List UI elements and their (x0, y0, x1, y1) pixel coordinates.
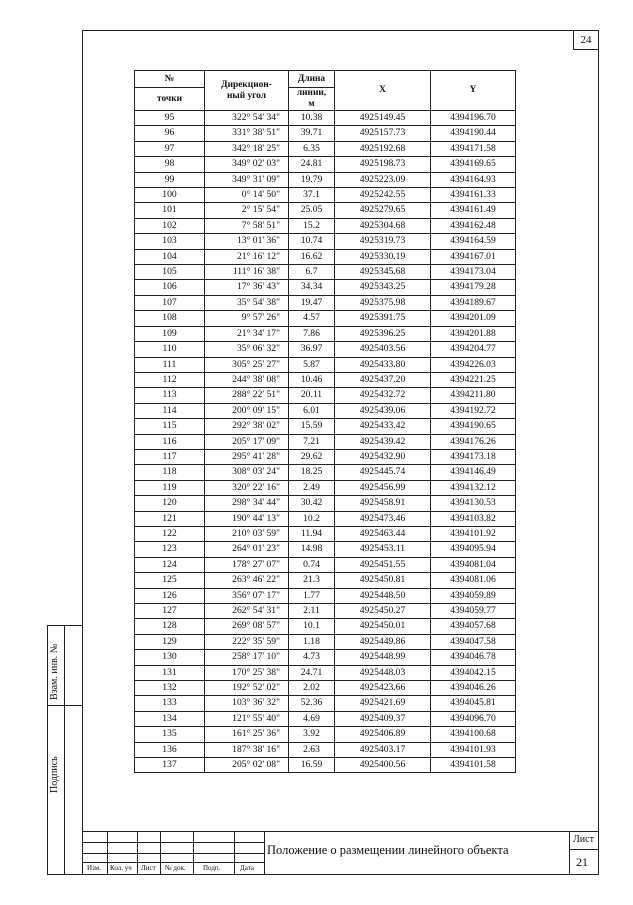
direction-angle-cell: 170° 25' 38" (205, 665, 289, 680)
table-row (135, 234, 516, 249)
point-number-cell: 120 (135, 496, 205, 511)
y-coordinate-cell: 4394047.58 (431, 634, 516, 649)
table-row (135, 742, 516, 757)
point-number-cell: 99 (135, 172, 205, 187)
table-row (135, 542, 516, 557)
x-coordinate-cell: 4925403.56 (335, 342, 431, 357)
y-coordinate-cell: 4394173.04 (431, 265, 516, 280)
line-length-cell: 3.92 (289, 727, 335, 742)
point-number-cell: 97 (135, 141, 205, 156)
direction-angle-cell: 205° 02' 08" (205, 758, 289, 773)
direction-angle-cell: 264° 01' 23" (205, 542, 289, 557)
line-length-cell: 39.71 (289, 126, 335, 141)
y-coordinate-cell: 4394164.93 (431, 172, 516, 187)
table-row (135, 403, 516, 418)
sheet-number: 21 (576, 855, 588, 869)
x-coordinate-cell: 4925448.99 (335, 650, 431, 665)
point-number-cell: 101 (135, 203, 205, 218)
line-length-cell: 2.49 (289, 480, 335, 495)
point-number-cell: 102 (135, 218, 205, 233)
line-length-cell: 24.71 (289, 665, 335, 680)
point-number-cell: 127 (135, 604, 205, 619)
point-number-cell: 95 (135, 111, 205, 126)
table-row (135, 681, 516, 696)
point-number-cell: 119 (135, 480, 205, 495)
point-number-cell: 133 (135, 696, 205, 711)
point-number-cell: 121 (135, 511, 205, 526)
x-coordinate-cell: 4925450.27 (335, 604, 431, 619)
x-coordinate-cell: 4925432.72 (335, 388, 431, 403)
point-number-cell: 108 (135, 311, 205, 326)
x-coordinate-cell: 4925473.46 (335, 511, 431, 526)
table-row (135, 372, 516, 387)
x-coordinate-cell: 4925409.37 (335, 711, 431, 726)
table-row (135, 419, 516, 434)
line-length-cell: 6.01 (289, 403, 335, 418)
direction-angle-cell: 349° 31' 09" (205, 172, 289, 187)
table-row (135, 295, 516, 310)
point-number-cell: 105 (135, 265, 205, 280)
direction-angle-cell: 161° 25' 36" (205, 727, 289, 742)
direction-angle-cell: 21° 34' 17" (205, 326, 289, 341)
x-header: X (335, 71, 431, 111)
x-coordinate-cell: 4925330.19 (335, 249, 431, 264)
x-coordinate-cell: 4925400.56 (335, 758, 431, 773)
point-number-cell: 126 (135, 588, 205, 603)
x-coordinate-cell: 4925157.73 (335, 126, 431, 141)
x-coordinate-cell: 4925453.11 (335, 542, 431, 557)
y-coordinate-cell: 4394190.65 (431, 419, 516, 434)
line-length-cell: 6.35 (289, 141, 335, 156)
point-number-cell: 112 (135, 372, 205, 387)
point-number-cell: 128 (135, 619, 205, 634)
table-row (135, 573, 516, 588)
direction-angle-cell: 288° 22' 51" (205, 388, 289, 403)
document-title: Положение о размещении линейного объекта (267, 843, 509, 857)
y-coordinate-cell: 4394057.68 (431, 619, 516, 634)
x-coordinate-cell: 4925458.91 (335, 496, 431, 511)
direction-angle-header: Дирекцион- ный угол (205, 71, 289, 111)
y-coordinate-cell: 4394190.44 (431, 126, 516, 141)
y-coordinate-cell: 4394100.68 (431, 727, 516, 742)
y-coordinate-cell: 4394130.53 (431, 496, 516, 511)
table-row (135, 557, 516, 572)
point-number-cell: 100 (135, 188, 205, 203)
direction-angle-cell: 331° 38' 51" (205, 126, 289, 141)
line-length-cell: 5.87 (289, 357, 335, 372)
point-number-cell: 131 (135, 665, 205, 680)
direction-angle-cell: 305° 25' 27" (205, 357, 289, 372)
table-row (135, 511, 516, 526)
point-number-cell: 113 (135, 388, 205, 403)
sheet-label: Лист (573, 834, 594, 845)
direction-angle-cell: 205° 17' 09" (205, 434, 289, 449)
point-number-cell: 117 (135, 449, 205, 464)
point-number-cell: 114 (135, 403, 205, 418)
line-length-cell: 7.86 (289, 326, 335, 341)
points-header: точки (135, 88, 205, 111)
line-length-cell: 0.74 (289, 557, 335, 572)
x-coordinate-cell: 4925439.42 (335, 434, 431, 449)
point-number-cell: 118 (135, 465, 205, 480)
y-coordinate-cell: 4394101.93 (431, 742, 516, 757)
point-number-cell: 130 (135, 650, 205, 665)
line-length-cell: 25.05 (289, 203, 335, 218)
point-number-cell: 104 (135, 249, 205, 264)
point-number-cell: 132 (135, 681, 205, 696)
line-length-cell: 19.79 (289, 172, 335, 187)
x-coordinate-cell: 4925450.81 (335, 573, 431, 588)
line-length-cell: 2.02 (289, 681, 335, 696)
x-coordinate-cell: 4925423.66 (335, 681, 431, 696)
y-coordinate-cell: 4394096.70 (431, 711, 516, 726)
table-row (135, 111, 516, 126)
table-row (135, 727, 516, 742)
table-row (135, 126, 516, 141)
direction-angle-cell: 356° 07' 17" (205, 588, 289, 603)
signature-label: Подпись (49, 756, 60, 793)
line-length-cell: 2.11 (289, 604, 335, 619)
length-header-top: Длина (289, 71, 335, 88)
table-row (135, 496, 516, 511)
y-coordinate-cell: 4394101.92 (431, 526, 516, 541)
line-length-cell: 7.21 (289, 434, 335, 449)
col-kol-uch: Кол. уч (110, 864, 132, 872)
table-row (135, 249, 516, 264)
line-length-cell: 6.7 (289, 265, 335, 280)
x-coordinate-cell: 4925433.42 (335, 419, 431, 434)
x-coordinate-cell: 4925406.89 (335, 727, 431, 742)
direction-angle-cell: 17° 36' 43" (205, 280, 289, 295)
y-coordinate-cell: 4394171.58 (431, 141, 516, 156)
y-coordinate-cell: 4394189.67 (431, 295, 516, 310)
direction-angle-cell: 342° 18' 25" (205, 141, 289, 156)
direction-angle-cell: 262° 54' 31" (205, 604, 289, 619)
y-coordinate-cell: 4394161.33 (431, 188, 516, 203)
line-length-cell: 10.74 (289, 234, 335, 249)
table-body (135, 111, 516, 773)
y-coordinate-cell: 4394059.89 (431, 588, 516, 603)
direction-angle-cell: 308° 03' 24" (205, 465, 289, 480)
table-row (135, 357, 516, 372)
line-length-cell: 10.1 (289, 619, 335, 634)
x-coordinate-cell: 4925149.45 (335, 111, 431, 126)
point-number-cell: 110 (135, 342, 205, 357)
y-coordinate-cell: 4394196.70 (431, 111, 516, 126)
line-length-cell: 4.57 (289, 311, 335, 326)
y-coordinate-cell: 4394211.80 (431, 388, 516, 403)
direction-angle-cell: 111° 16' 38" (205, 265, 289, 280)
x-coordinate-cell: 4925396.25 (335, 326, 431, 341)
x-coordinate-cell: 4925403.17 (335, 742, 431, 757)
y-coordinate-cell: 4394173.18 (431, 449, 516, 464)
line-length-cell: 36.97 (289, 342, 335, 357)
title-block (82, 831, 599, 875)
table-row (135, 665, 516, 680)
y-coordinate-cell: 4394201.88 (431, 326, 516, 341)
line-length-cell: 4.69 (289, 711, 335, 726)
y-coordinate-cell: 4394046.26 (431, 681, 516, 696)
y-coordinate-cell: 4394164.59 (431, 234, 516, 249)
x-coordinate-cell: 4925198.73 (335, 157, 431, 172)
direction-angle-cell: 292° 38' 02" (205, 419, 289, 434)
point-number-cell: 129 (135, 634, 205, 649)
point-number-cell: 115 (135, 419, 205, 434)
line-length-cell: 10.46 (289, 372, 335, 387)
y-coordinate-cell: 4394179.28 (431, 280, 516, 295)
y-coordinate-cell: 4394201.09 (431, 311, 516, 326)
point-number-cell: 124 (135, 557, 205, 572)
replace-inventory-label: Взам. инв. № (49, 643, 60, 700)
line-length-cell: 15.59 (289, 419, 335, 434)
table-row (135, 588, 516, 603)
table-row (135, 388, 516, 403)
y-coordinate-cell: 4394167.01 (431, 249, 516, 264)
y-coordinate-cell: 4394192.72 (431, 403, 516, 418)
y-coordinate-cell: 4394176.26 (431, 434, 516, 449)
num-header: № (135, 71, 205, 88)
line-length-cell: 16.62 (289, 249, 335, 264)
line-length-cell: 1.18 (289, 634, 335, 649)
direction-angle-cell: 0° 14' 50" (205, 188, 289, 203)
table-row (135, 449, 516, 464)
line-length-cell: 15.2 (289, 218, 335, 233)
x-coordinate-cell: 4925451.55 (335, 557, 431, 572)
point-number-cell: 111 (135, 357, 205, 372)
table-row (135, 172, 516, 187)
line-length-cell: 18.25 (289, 465, 335, 480)
direction-angle-cell: 21° 16' 12" (205, 249, 289, 264)
point-number-cell: 98 (135, 157, 205, 172)
x-coordinate-cell: 4925279.65 (335, 203, 431, 218)
col-signature: Подп. (203, 864, 221, 872)
direction-angle-cell: 7° 58' 51" (205, 218, 289, 233)
x-coordinate-cell: 4925319.73 (335, 234, 431, 249)
table-row (135, 218, 516, 233)
point-number-cell: 103 (135, 234, 205, 249)
point-number-cell: 96 (135, 126, 205, 141)
x-coordinate-cell: 4925456.99 (335, 480, 431, 495)
col-izm: Изм. (87, 864, 101, 872)
point-number-cell: 107 (135, 295, 205, 310)
direction-angle-cell: 322° 54' 34" (205, 111, 289, 126)
point-number-cell: 116 (135, 434, 205, 449)
direction-angle-cell: 35° 06' 32" (205, 342, 289, 357)
direction-angle-cell: 263° 46' 22" (205, 573, 289, 588)
table-row (135, 265, 516, 280)
y-coordinate-cell: 4394161.49 (431, 203, 516, 218)
direction-angle-cell: 258° 17' 10" (205, 650, 289, 665)
line-length-cell: 29.62 (289, 449, 335, 464)
line-length-cell: 4.73 (289, 650, 335, 665)
y-coordinate-cell: 4394081.04 (431, 557, 516, 572)
point-number-cell: 125 (135, 573, 205, 588)
x-coordinate-cell: 4925192.68 (335, 141, 431, 156)
y-coordinate-cell: 4394081.06 (431, 573, 516, 588)
x-coordinate-cell: 4925445.74 (335, 465, 431, 480)
point-number-cell: 122 (135, 526, 205, 541)
y-coordinate-cell: 4394226.03 (431, 357, 516, 372)
direction-angle-cell: 103° 36' 32" (205, 696, 289, 711)
y-header: Y (431, 71, 516, 111)
line-length-cell: 16.59 (289, 758, 335, 773)
direction-angle-cell: 187° 38' 16" (205, 742, 289, 757)
point-number-cell: 136 (135, 742, 205, 757)
table-row (135, 711, 516, 726)
direction-angle-cell: 35° 54' 38" (205, 295, 289, 310)
x-coordinate-cell: 4925463.44 (335, 526, 431, 541)
x-coordinate-cell: 4925433.80 (335, 357, 431, 372)
line-length-cell: 24.81 (289, 157, 335, 172)
col-date: Дата (240, 864, 254, 872)
y-coordinate-cell: 4394169.65 (431, 157, 516, 172)
y-coordinate-cell: 4394221.25 (431, 372, 516, 387)
direction-angle-cell: 9° 57' 26" (205, 311, 289, 326)
col-doc-num: № док. (165, 864, 186, 872)
line-length-cell: 30.42 (289, 496, 335, 511)
y-coordinate-cell: 4394204.77 (431, 342, 516, 357)
line-length-cell: 19.47 (289, 295, 335, 310)
y-coordinate-cell: 4394101.58 (431, 758, 516, 773)
direction-angle-cell: 298° 34' 44" (205, 496, 289, 511)
table-row (135, 696, 516, 711)
y-coordinate-cell: 4394046.78 (431, 650, 516, 665)
table-header (135, 71, 516, 111)
line-length-cell: 1.77 (289, 588, 335, 603)
y-coordinate-cell: 4394059.77 (431, 604, 516, 619)
line-length-cell: 10.38 (289, 111, 335, 126)
line-length-cell: 10.2 (289, 511, 335, 526)
point-number-cell: 134 (135, 711, 205, 726)
direction-angle-cell: 200° 09' 15" (205, 403, 289, 418)
direction-angle-cell: 269° 08' 57" (205, 619, 289, 634)
y-coordinate-cell: 4394042.15 (431, 665, 516, 680)
table-row (135, 434, 516, 449)
x-coordinate-cell: 4925343.25 (335, 280, 431, 295)
table-row (135, 758, 516, 773)
x-coordinate-cell: 4925375.98 (335, 295, 431, 310)
direction-angle-cell: 244° 38' 08" (205, 372, 289, 387)
direction-angle-cell: 13° 01' 36" (205, 234, 289, 249)
y-coordinate-cell: 4394132.12 (431, 480, 516, 495)
table-row (135, 157, 516, 172)
direction-angle-cell: 192° 52' 02" (205, 681, 289, 696)
x-coordinate-cell: 4925432.90 (335, 449, 431, 464)
table-row (135, 280, 516, 295)
table-row (135, 650, 516, 665)
line-length-cell: 37.1 (289, 188, 335, 203)
y-coordinate-cell: 4394103.82 (431, 511, 516, 526)
y-coordinate-cell: 4394095.94 (431, 542, 516, 557)
x-coordinate-cell: 4925391.75 (335, 311, 431, 326)
table-row (135, 342, 516, 357)
table-row (135, 203, 516, 218)
x-coordinate-cell: 4925242.55 (335, 188, 431, 203)
table-row (135, 619, 516, 634)
length-header-bottom: линии, м (289, 88, 335, 111)
line-length-cell: 52.36 (289, 696, 335, 711)
left-margin-stamp (47, 625, 83, 875)
point-number-cell: 106 (135, 280, 205, 295)
line-length-cell: 14.98 (289, 542, 335, 557)
table-row (135, 141, 516, 156)
coordinates-table (134, 70, 516, 773)
table-row (135, 326, 516, 341)
direction-angle-cell: 121° 55' 40" (205, 711, 289, 726)
table-row (135, 311, 516, 326)
table-row (135, 188, 516, 203)
point-number-cell: 109 (135, 326, 205, 341)
x-coordinate-cell: 4925223.09 (335, 172, 431, 187)
direction-angle-cell: 320° 22' 16" (205, 480, 289, 495)
direction-angle-cell: 295° 41' 28" (205, 449, 289, 464)
x-coordinate-cell: 4925450.01 (335, 619, 431, 634)
x-coordinate-cell: 4925437.20 (335, 372, 431, 387)
direction-angle-cell: 178° 27' 07" (205, 557, 289, 572)
table-row (135, 634, 516, 649)
y-coordinate-cell: 4394045.81 (431, 696, 516, 711)
line-length-cell: 34.34 (289, 280, 335, 295)
point-number-cell: 123 (135, 542, 205, 557)
line-length-cell: 21.3 (289, 573, 335, 588)
x-coordinate-cell: 4925304.68 (335, 218, 431, 233)
page-number-box (573, 30, 599, 50)
x-coordinate-cell: 4925439.06 (335, 403, 431, 418)
direction-angle-cell: 210° 03' 59" (205, 526, 289, 541)
table-row (135, 465, 516, 480)
table-row (135, 526, 516, 541)
x-coordinate-cell: 4925448.03 (335, 665, 431, 680)
y-coordinate-cell: 4394162.48 (431, 218, 516, 233)
table-row (135, 480, 516, 495)
point-number-cell: 135 (135, 727, 205, 742)
point-number-cell: 137 (135, 758, 205, 773)
table-row (135, 604, 516, 619)
line-length-cell: 11.94 (289, 526, 335, 541)
y-coordinate-cell: 4394146.49 (431, 465, 516, 480)
x-coordinate-cell: 4925421.69 (335, 696, 431, 711)
x-coordinate-cell: 4925449.86 (335, 634, 431, 649)
direction-angle-cell: 2° 15' 54" (205, 203, 289, 218)
page-number: 24 (580, 34, 592, 46)
line-length-cell: 2.63 (289, 742, 335, 757)
direction-angle-cell: 349° 02' 03" (205, 157, 289, 172)
x-coordinate-cell: 4925345.68 (335, 265, 431, 280)
line-length-cell: 20.11 (289, 388, 335, 403)
direction-angle-cell: 190° 44' 13" (205, 511, 289, 526)
direction-angle-cell: 222° 35' 59" (205, 634, 289, 649)
x-coordinate-cell: 4925448.50 (335, 588, 431, 603)
col-list: Лист (141, 864, 156, 872)
